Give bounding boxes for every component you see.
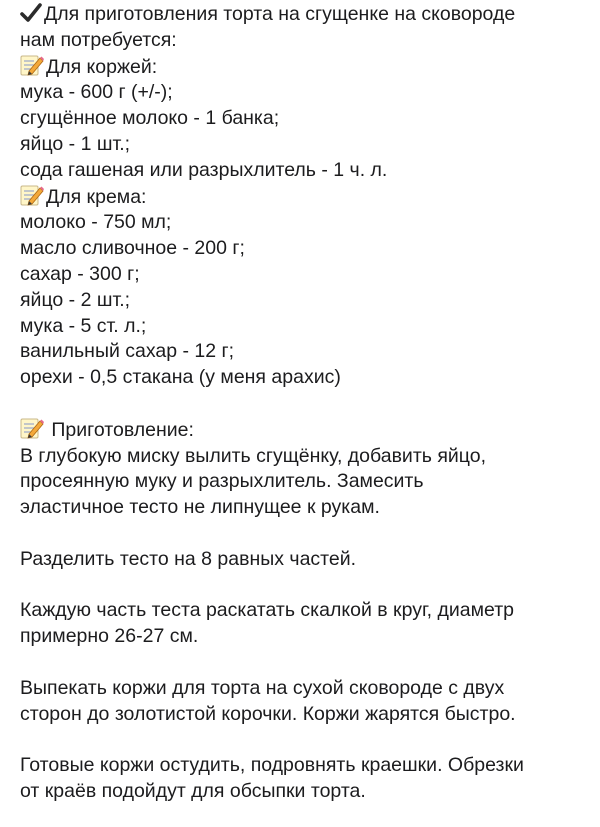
dough-item: сода гашеная или разрыхлитель - 1 ч. л.: [20, 158, 388, 181]
spacer: [20, 391, 600, 417]
cream-item: масло сливочное - 200 г;: [20, 237, 245, 260]
intro-line-1: [20, 2, 600, 28]
spacer: [20, 650, 600, 676]
intro-line-2: нам потребуется:: [20, 28, 177, 51]
memo-pencil-icon: [20, 417, 44, 439]
cream-item: ванильный сахар - 12 г;: [20, 340, 235, 363]
step-line: Разделить тесто на 8 равных частей.: [20, 547, 357, 570]
step-line: просеянную муку и разрыхлитель. Замесить: [20, 470, 424, 493]
dough-item: яйцо - 1 шт.;: [20, 132, 131, 155]
spacer: [20, 573, 600, 599]
intro-text-1: Для приготовления торта на сгущенке на сковороде: [44, 3, 516, 25]
cream-heading-text: Для крема:: [46, 185, 147, 208]
memo-pencil-icon: [20, 184, 44, 206]
spacer: [20, 521, 600, 547]
dough-heading-text: Для коржей:: [46, 55, 158, 78]
cream-item: мука - 5 ст. л.;: [20, 314, 147, 337]
memo-pencil-icon: [20, 54, 44, 76]
step-line: В глубокую миску вылить сгущёнку, добавить яйцо,: [20, 444, 487, 467]
step-line: Выпекать коржи для торта на сухой сковороде с двух: [20, 676, 505, 699]
cream-item: орехи - 0,5 стакана (у меня арахис): [20, 366, 341, 389]
step-line: Готовые коржи остудить, подровнять краешки. Обрезки: [20, 754, 524, 777]
dough-item: мука - 600 г (+/-);: [20, 81, 173, 104]
check-mark-icon: [20, 3, 42, 23]
step-line: эластичное тесто не липнущее к рукам.: [20, 496, 380, 519]
cream-item: молоко - 750 мл;: [20, 211, 172, 234]
preparation-heading-text: Приготовление:: [46, 418, 194, 441]
step-line: Каждую часть теста раскатать скалкой в круг, диаметр: [20, 599, 515, 622]
step-line: примерно 26-27 см.: [20, 625, 199, 648]
dough-heading: [20, 54, 600, 81]
cream-heading: [20, 184, 600, 211]
preparation-heading: [20, 417, 600, 444]
cream-item: сахар - 300 г;: [20, 262, 140, 285]
step-line: от краёв подойдут для обсыпки торта.: [20, 779, 366, 802]
dough-item: сгущённое молоко - 1 банка;: [20, 107, 280, 130]
step-line: сторон до золотистой корочки. Коржи жарятся быстро.: [20, 702, 516, 725]
spacer: [20, 727, 600, 753]
cream-item: яйцо - 2 шт.;: [20, 288, 131, 311]
